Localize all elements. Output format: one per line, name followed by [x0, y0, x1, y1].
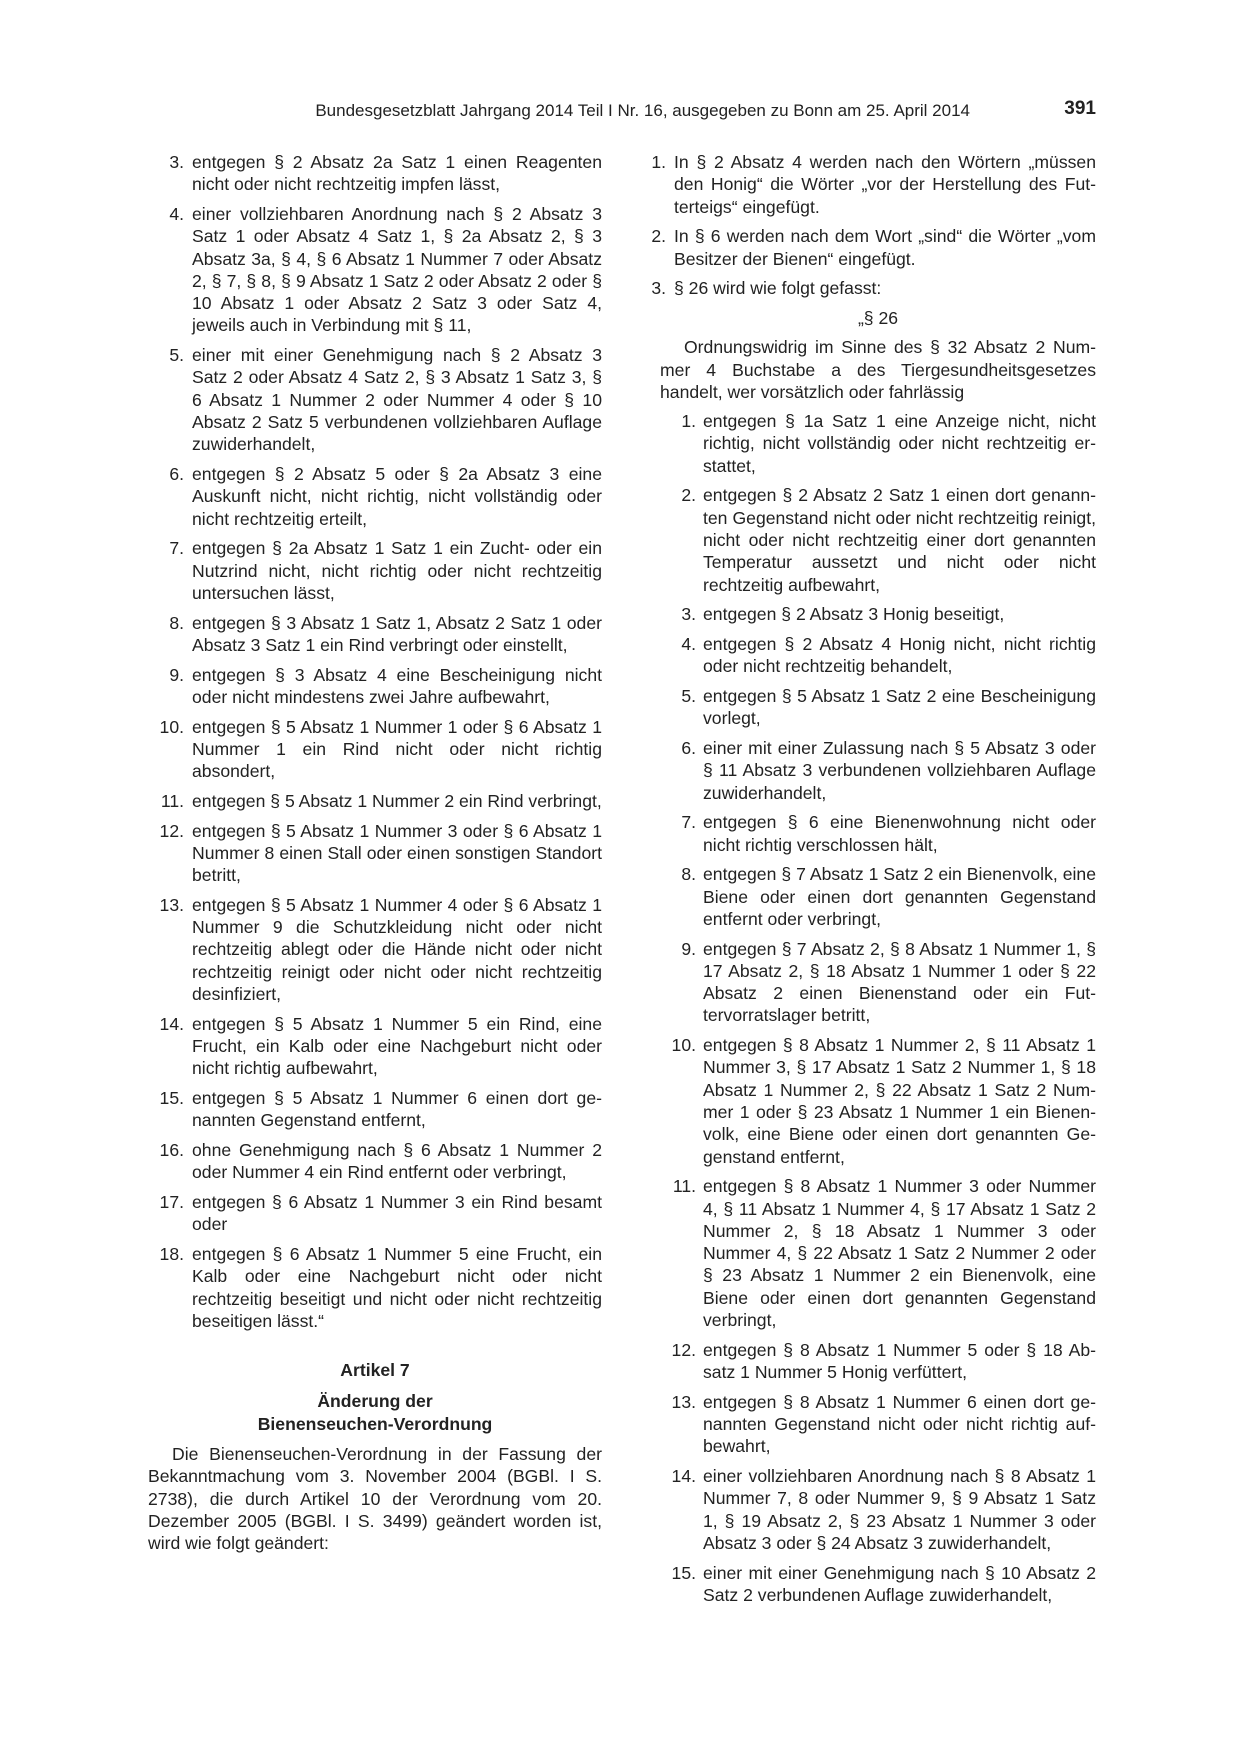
list-item: [148, 790, 602, 812]
list-item: [148, 537, 602, 604]
item-text: entgegen § 3 Absatz 4 eine Bescheinigung nicht oder nicht mindestens zwei Jahre aufbewahrt,: [192, 664, 602, 707]
item-number: 11.: [672, 1176, 696, 1197]
item-number: 2.: [681, 485, 696, 506]
item-text: einer vollziehbaren Anordnung nach § 8 Absatz 1 Nummer 7, 8 oder Nummer 9, § 9 Absatz 1 Satz 1, § 19 Absatz 2, § 23 Absatz 1 Nummer 3 oder Absatz 3 oder § 24 Absatz 3 zuwiderhandelt,: [703, 1465, 1096, 1553]
item-number: 9.: [681, 938, 696, 959]
article-title-line2: Bienenseuchen-Verordnung: [257, 1413, 493, 1434]
item-number: 10.: [159, 716, 184, 737]
item-text: entgegen § 6 Absatz 1 Nummer 5 eine Frucht, ein Kalb oder eine Nachgeburt nicht oder nicht rechtzeitig beseitigt und nicht oder nicht rechtzeitig beseitigen lässt.“: [192, 1243, 602, 1331]
item-text: entgegen § 7 Absatz 1 Satz 2 ein Bienenvolk, eine Biene oder einen dort genannten Gegenstand entfernt oder verbringt,: [703, 864, 1096, 929]
item-number: 2.: [651, 226, 666, 247]
item-text: einer mit einer Genehmigung nach § 2 Absatz 3 Satz 2 oder Absatz 4 Satz 2, § 3 Absatz 1 Satz 3, § 6 Absatz 1 Nummer 2 oder Nummer 4 oder § 10 Absatz 2 Satz 5 verbundenen vollziehbaren Auflage zuwiderhandelt,: [192, 345, 602, 455]
page-number: 391: [1064, 98, 1096, 119]
item-number: 4.: [681, 633, 696, 654]
list-item: [660, 1465, 1096, 1554]
item-number: 3.: [169, 152, 184, 172]
item-text: entgegen § 5 Absatz 1 Satz 2 eine Bescheinigung vorlegt,: [703, 685, 1096, 729]
page-header: [148, 100, 1096, 126]
item-text: entgegen § 5 Absatz 1 Nummer 6 einen dort genannten Gegenstand entfernt,: [192, 1087, 602, 1131]
item-text: entgegen § 3 Absatz 1 Satz 1, Absatz 2 Satz 1 oder Absatz 3 Satz 1 ein Rind verbringt oder einstellt,: [192, 612, 602, 655]
item-number: 1.: [651, 152, 666, 172]
item-text: In § 6 werden nach dem Wort „sind“ die Wörter „vom Besitzer der Bienen“ eingefügt.: [674, 226, 1096, 269]
list-item: [148, 463, 602, 530]
item-text: entgegen § 2 Absatz 2 Satz 1 einen dort genannten Gegenstand nicht oder nicht rechtzeitig reinigt, nicht oder nicht rechtzeitig einer dort genannten Temperatur aussetzt und nicht oder nicht rechtzeitig aufbewahrt,: [703, 485, 1096, 595]
item-text: einer vollziehbaren Anordnung nach § 2 Absatz 3 Satz 1 oder Absatz 4 Satz 1, § 2a Absatz 2, § 3 Absatz 3a, § 4, § 6 Absatz 1 Nummer 7 oder Absatz 2, § 7, § 8, § 9 Absatz 1 Satz 2 oder Absatz 2 oder § 10 Absatz 1 oder Absatz 2 Satz 3 oder Satz 4, jeweils auch in Verbindung mit § 11,: [192, 203, 602, 336]
item-number: 1.: [681, 411, 696, 432]
item-text: entgegen § 7 Absatz 2, § 8 Absatz 1 Nummer 1, § 17 Absatz 2, § 18 Absatz 1 Nummer 1 oder § 22 Absatz 2 einen Bienenstand oder ein Futtervorratslager betritt,: [703, 938, 1096, 1026]
section-heading: „§ 26: [857, 307, 899, 328]
item-number: 8.: [681, 864, 696, 885]
list-item: [660, 633, 1096, 678]
item-number: 18.: [159, 1243, 184, 1264]
item-text: entgegen § 5 Absatz 1 Nummer 3 oder § 6 Absatz 1 Nummer 8 einen Stall oder einen sonstigen Standort betritt,: [192, 820, 602, 886]
list-item: [148, 664, 602, 709]
item-text: einer mit einer Genehmigung nach § 10 Absatz 2 Satz 2 verbundenen Auflage zuwiderhandelt,: [703, 1562, 1096, 1605]
item-text: entgegen § 5 Absatz 1 Nummer 1 oder § 6 Absatz 1 Nummer 1 ein Rind nicht oder nicht richtig absondert,: [192, 716, 602, 782]
list-item: [148, 1191, 602, 1236]
list-item: [148, 1139, 602, 1184]
list-item: [148, 344, 602, 455]
list-item: [660, 938, 1096, 1027]
item-text: entgegen § 6 Absatz 1 Nummer 3 ein Rind besamt oder: [192, 1191, 602, 1235]
item-text: entgegen § 1a Satz 1 eine Anzeige nicht, nicht richtig, nicht vollständig oder nicht rechtzeitig erstattet,: [703, 411, 1096, 476]
item-number: 9.: [169, 664, 184, 685]
list-item: [660, 811, 1096, 856]
item-text: § 26 wird wie folgt gefasst:: [674, 278, 882, 299]
list-item: [660, 1391, 1096, 1458]
item-number: 16.: [159, 1139, 184, 1160]
article-title-line1: Änderung der: [317, 1391, 433, 1412]
list-item: [148, 716, 602, 783]
right-column: [630, 151, 1096, 1614]
item-text: entgegen § 8 Absatz 1 Nummer 3 oder Nummer 4, § 11 Absatz 1 Nummer 4, § 17 Absatz 1 Satz 2 Nummer 2, § 18 Absatz 1 Nummer 3 oder Nummer 4, § 22 Absatz 1 Satz 2 Nummer 2 oder § 23 Absatz 1 Nummer 2 ein Bienenvolk, eine Biene oder einen dort genannten Gegenstand verbringt,: [703, 1176, 1096, 1331]
item-text: entgegen § 8 Absatz 1 Nummer 2, § 11 Absatz 1 Nummer 3, § 17 Absatz 1 Satz 2 Nummer 1, § 18 Absatz 1 Nummer 2, § 22 Absatz 1 Satz 2 Nummer 1 oder § 23 Absatz 1 Nummer 1 ein Bienenvolk, eine Biene oder einen dort genannten Gegenstand entfernt,: [703, 1035, 1096, 1167]
left-column: [148, 151, 602, 1554]
list-item: [660, 1562, 1096, 1607]
list-item: [660, 1175, 1096, 1331]
item-text: entgegen § 2a Absatz 1 Satz 1 ein Zucht- oder ein Nutzrind nicht, nicht richtig oder nicht rechtzeitig untersuchen lässt,: [192, 538, 602, 603]
item-text: einer mit einer Zulassung nach § 5 Absatz 3 oder § 11 Absatz 3 verbundenen vollziehbaren Auflage zuwiderhandelt,: [703, 737, 1096, 803]
item-number: 3.: [651, 278, 666, 299]
right-item-list: [630, 151, 1096, 300]
list-item: [630, 225, 1096, 270]
item-number: 4.: [169, 203, 184, 224]
list-item: [148, 612, 602, 657]
item-text: entgegen § 8 Absatz 1 Nummer 5 oder § 18 Absatz 1 Nummer 5 Honig verfüttert,: [703, 1339, 1096, 1383]
item-number: 14.: [159, 1013, 184, 1034]
item-text: entgegen § 5 Absatz 1 Nummer 5 ein Rind, eine Frucht, ein Kalb oder eine Nachgeburt nicht oder nicht richtig aufbewahrt,: [192, 1013, 602, 1079]
header-text: Bundesgesetzblatt Jahrgang 2014 Teil I Nr. 16, ausgegeben zu Bonn am 25. April 2014: [315, 101, 970, 120]
list-item: [148, 820, 602, 887]
item-text: entgegen § 5 Absatz 1 Nummer 2 ein Rind verbringt,: [192, 790, 602, 811]
item-number: 10.: [671, 1035, 696, 1056]
item-text: ohne Genehmigung nach § 6 Absatz 1 Nummer 2 oder Nummer 4 ein Rind entfernt oder verbringt,: [192, 1139, 602, 1183]
item-number: 8.: [169, 612, 184, 633]
list-item: [148, 1013, 602, 1080]
item-number: 7.: [681, 812, 696, 833]
list-item: [148, 151, 602, 196]
item-number: 6.: [169, 464, 184, 485]
list-item: [660, 484, 1096, 595]
list-item: [660, 603, 1096, 625]
item-text: entgegen § 5 Absatz 1 Nummer 4 oder § 6 Absatz 1 Nummer 9 die Schutzkleidung nicht oder nicht rechtzeitig ablegt oder die Hände nicht oder nicht rechtzeitig reinigt oder nicht oder nicht rechtzeitig desinfiziert,: [192, 894, 602, 1004]
item-number: 6.: [681, 737, 696, 758]
item-text: entgegen § 8 Absatz 1 Nummer 6 einen dort genannten Gegenstand nicht oder nicht richtig aufbewahrt,: [703, 1391, 1096, 1457]
item-number: 14.: [671, 1465, 696, 1486]
item-number: 15.: [671, 1562, 696, 1583]
item-text: In § 2 Absatz 4 werden nach den Wörtern „müssen den Honig“ die Wörter „vor der Herstellung des Futterteigs“ eingefügt.: [674, 152, 1096, 217]
item-number: 17.: [159, 1191, 184, 1212]
item-number: 7.: [169, 538, 184, 559]
list-item: [148, 894, 602, 1005]
item-text: entgegen § 2 Absatz 3 Honig beseitigt,: [703, 604, 1005, 625]
list-item: [148, 1243, 602, 1332]
item-number: 15.: [159, 1087, 184, 1108]
item-number: 11.: [160, 790, 184, 811]
item-text: entgegen § 2 Absatz 5 oder § 2a Absatz 3 eine Auskunft nicht, nicht richtig, nicht vollständig oder nicht rechtzeitig erteilt,: [192, 464, 602, 529]
item-number: 13.: [671, 1391, 696, 1412]
section-intro: Ordnungswidrig im Sinne des § 32 Absatz 2 Nummer 4 Buchstabe a des Tiergesundheitsgesetzes handelt, wer vorsätzlich oder fahrlässig: [660, 337, 1096, 402]
item-number: 12.: [671, 1339, 696, 1360]
item-text: entgegen § 2 Absatz 4 Honig nicht, nicht richtig oder nicht rechtzeitig behandelt,: [703, 633, 1096, 677]
item-text: entgegen § 6 eine Bienenwohnung nicht oder nicht richtig verschlossen hält,: [703, 812, 1096, 855]
list-item: [660, 410, 1096, 477]
section-item-list: [660, 410, 1096, 1606]
item-number: 3.: [681, 604, 696, 625]
list-item: [660, 685, 1096, 730]
list-item: [660, 737, 1096, 804]
list-item: [148, 1087, 602, 1132]
list-item: [148, 203, 602, 337]
item-number: 5.: [169, 345, 184, 366]
article-intro: Die Bienenseuchen-Verordnung in der Fassung der Bekanntmachung vom 3. November 2004 (BGBl. I S. 2738), die durch Artikel 10 der Verordnung vom 20. Dezember 2005 (BGBl. I S. 3499) geändert worden ist, wird wie folgt geändert:: [148, 1444, 602, 1554]
item-number: 5.: [681, 685, 696, 706]
item-text: entgegen § 2 Absatz 2a Satz 1 einen Reagenten nicht oder nicht rechtzeitig impfen lässt,: [192, 152, 602, 195]
article-number: Artikel 7: [340, 1360, 410, 1381]
list-item: [660, 863, 1096, 930]
left-item-list: [148, 151, 602, 1332]
list-item: [660, 1339, 1096, 1384]
list-item: [660, 1034, 1096, 1168]
list-item: [630, 277, 1096, 299]
list-item: [630, 151, 1096, 218]
item-number: 12.: [159, 820, 184, 841]
item-number: 13.: [159, 894, 184, 915]
